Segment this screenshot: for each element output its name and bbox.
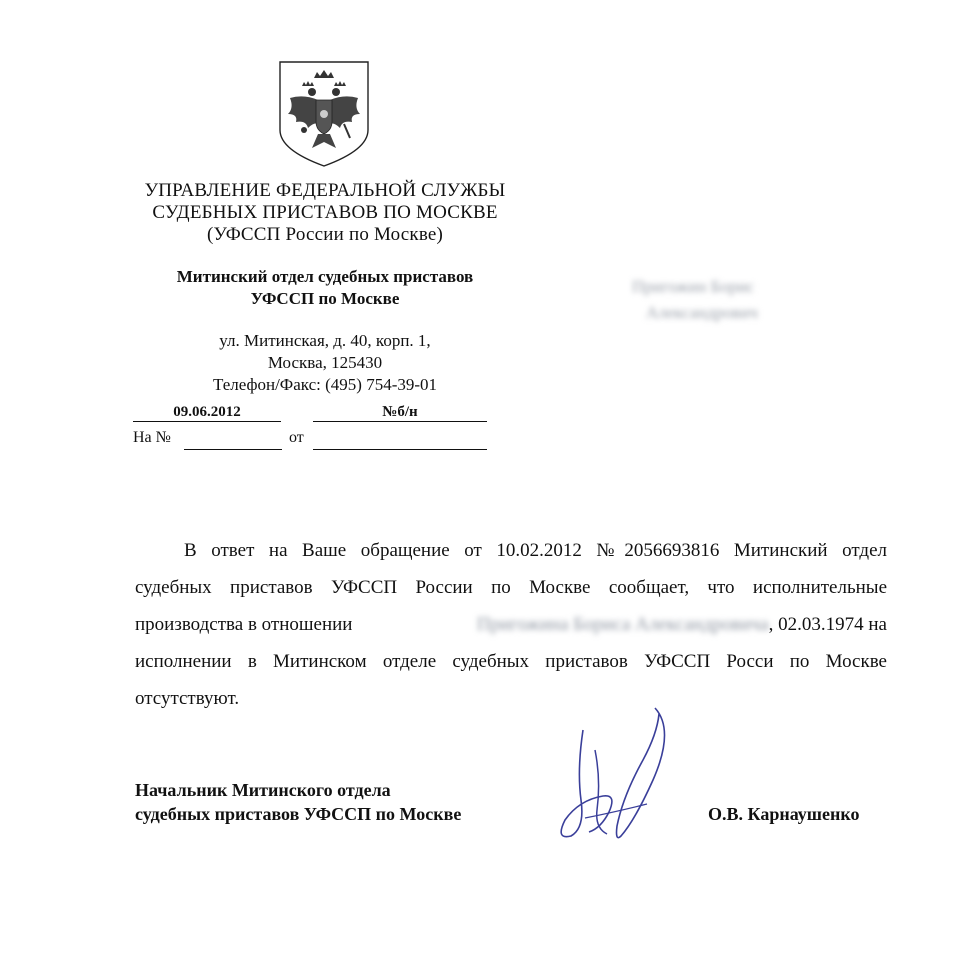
signatory-title-line-1: Начальник Митинского отдела bbox=[135, 780, 391, 800]
letter-date: 09.06.2012 bbox=[133, 403, 281, 422]
letter-number: №б/н bbox=[313, 403, 487, 422]
address-city: Москва, 125430 bbox=[267, 353, 383, 372]
reply-to-number-blank bbox=[184, 431, 282, 450]
department-name-line-1: Митинский отдел судебных приставов bbox=[176, 267, 474, 286]
reply-to-number-label: На № bbox=[133, 429, 171, 446]
coat-of-arms-icon bbox=[274, 58, 374, 168]
body-line-3-end: , 02.03.1974 на bbox=[768, 614, 887, 635]
agency-name-line-2: СУДЕБНЫХ ПРИСТАВОВ ПО МОСКВЕ bbox=[152, 202, 498, 223]
body-line-3-start: производства в отношении bbox=[135, 614, 353, 635]
handwritten-signature-icon bbox=[525, 700, 705, 860]
body-line-3 bbox=[135, 614, 887, 636]
department-name-line-2: УФССП по Москве bbox=[250, 289, 400, 308]
reply-to-date-blank bbox=[313, 431, 487, 450]
body-line-4: исполнении в Митинском отделе судебных приставов УФССП Росси по Москве bbox=[135, 651, 887, 672]
address-phone: Телефон/Факс: (495) 754-39-01 bbox=[212, 375, 438, 394]
reply-to-date-label: от bbox=[289, 429, 304, 446]
signatory-title-line-2: судебных приставов УФССП по Москве bbox=[135, 804, 462, 824]
body-line-1: В ответ на Ваше обращение от 10.02.2012 №2056693816 Митинский отдел bbox=[184, 540, 887, 561]
debtor-name-blurred: Пригожина Бориса Александровича bbox=[476, 614, 769, 635]
body-line-5: отсутствуют. bbox=[135, 688, 240, 709]
agency-name-short: (УФССП России по Москве) bbox=[206, 224, 444, 245]
address-street: ул. Митинская, д. 40, корп. 1, bbox=[219, 331, 431, 350]
signatory-name: О.В. Карнаушенко bbox=[708, 804, 860, 824]
agency-name-line-1: УПРАВЛЕНИЕ ФЕДЕРАЛЬНОЙ СЛУЖБЫ bbox=[144, 180, 506, 201]
body-line-2: судебных приставов УФССП России по Москве сообщает, что исполнительные bbox=[135, 577, 887, 598]
recipient-name-line-2: Александрович bbox=[646, 303, 758, 322]
recipient-name-line-1: Пригожин Борис bbox=[632, 277, 755, 296]
